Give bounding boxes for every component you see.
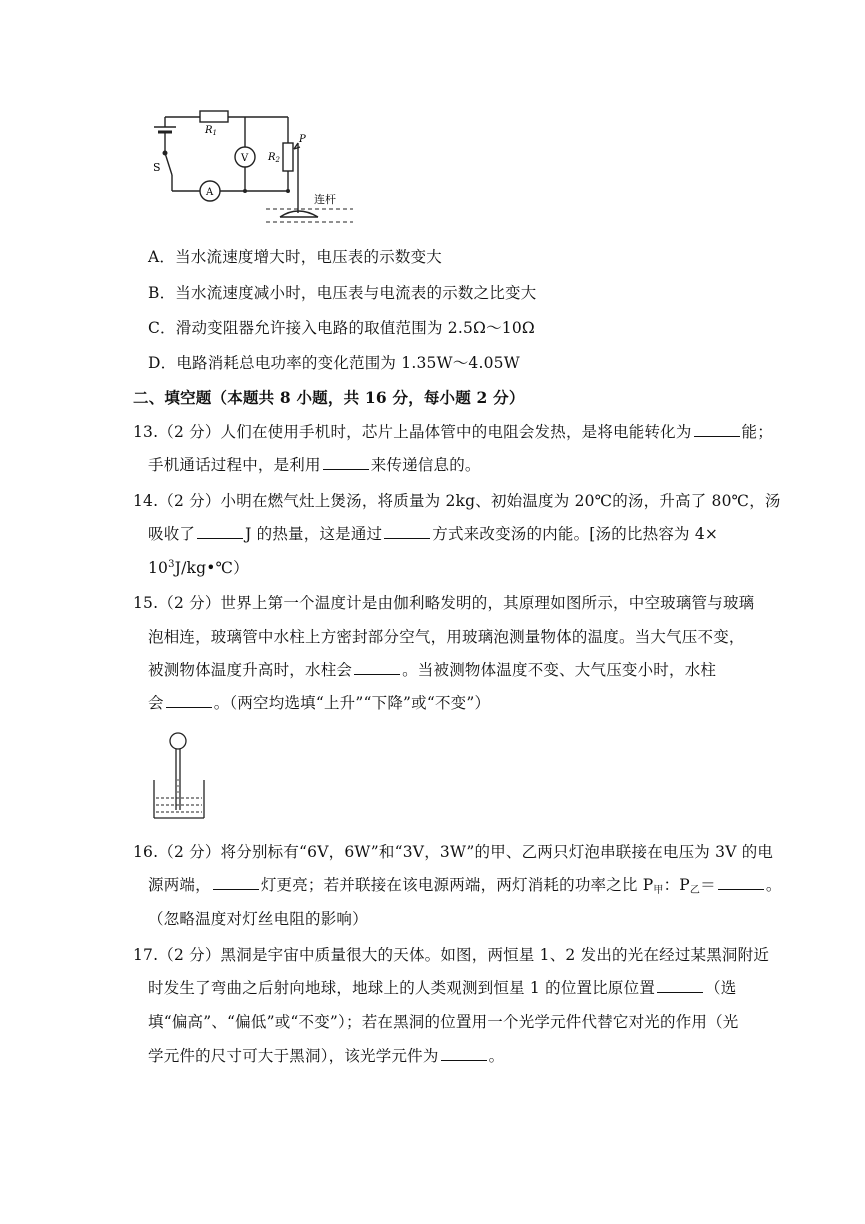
q16-text-5: 。: [765, 876, 782, 894]
q16-subscript-2: 乙: [689, 885, 701, 896]
q15-blank-1[interactable]: [354, 660, 400, 675]
q17-text-2: （选: [705, 979, 737, 997]
option-d: D．电路消耗总电功率的变化范围为 1.35W～4.05W: [148, 354, 520, 372]
q15-line4: [148, 692, 490, 714]
q14-line3: [148, 557, 249, 582]
q14-text-2: J 的热量，这是通过: [245, 525, 383, 543]
ammeter-label: A: [206, 187, 214, 198]
q17-text-4: 。: [488, 1047, 505, 1065]
r2-subscript: 2: [275, 156, 280, 164]
q14-line1: 14.（2 分）小明在燃气灶上煲汤，将质量为 2kg、初始温度为 20℃的汤，升高了 80℃，汤: [133, 492, 781, 510]
q13-line1: [133, 421, 773, 443]
q15-line2: 泡相连，玻璃管中水柱上方密封部分空气，用玻璃泡测量物体的温度。当大气压不变，: [148, 628, 745, 646]
q15-text-2: 。当被测物体温度不变、大气压变小时，水柱: [402, 661, 717, 679]
q16-line1: 16.（2 分）将分别标有“6V，6W”和“3V，3W”的甲、乙两只灯泡串联接在电压为 3V 的电: [133, 843, 774, 861]
q15-text-4: 。（两空均选填“上升”“下降”或“不变”）: [213, 694, 491, 712]
q14-blank-2[interactable]: [384, 524, 430, 539]
q13-text-1: 13.（2 分）人们在使用手机时，芯片上晶体管中的电阻会发热，是将电能转化为: [133, 423, 692, 441]
q14-text-3: 方式来改变汤的内能。[汤的比热容为 4×: [432, 525, 719, 543]
q15-line1: 15.（2 分）世界上第一个温度计是由伽利略发明的，其原理如图所示，中空玻璃管与玻璃: [133, 594, 755, 612]
q17-line3: 填“偏高”、“偏低”或“不变”）；若在黑洞的位置用一个光学元件代替它对光的作用（光: [148, 1013, 739, 1031]
circuit-diagram: [148, 105, 363, 235]
q17-blank-1[interactable]: [657, 978, 703, 993]
q17-text-3: 学元件的尺寸可大于黑洞），该光学元件为: [148, 1047, 439, 1065]
thermometer-diagram: [150, 730, 210, 822]
voltmeter-label: V: [241, 153, 249, 164]
q13-blank-2[interactable]: [323, 455, 369, 470]
q14-text-1: 吸收了: [148, 525, 196, 543]
q17-line2: [148, 977, 736, 999]
q17-line4: [148, 1045, 504, 1067]
q14-blank-1[interactable]: [197, 524, 243, 539]
q13-text-2: 能；: [741, 423, 773, 441]
switch-label: S: [153, 161, 161, 174]
q16-text-3: ：P: [663, 876, 690, 894]
q13-blank-1[interactable]: [694, 422, 740, 437]
q17-line1: 17.（2 分）黑洞是宇宙中质量很大的天体。如图，两恒星 1、2 发出的光在经过某黑洞附近: [133, 946, 770, 964]
p-label: P: [299, 134, 306, 145]
option-c: C．滑动变阻器允许接入电路的取值范围为 2.5Ω～10Ω: [148, 319, 535, 337]
q15-text-1: 被测物体温度升高时，水柱会: [148, 661, 353, 679]
q16-text-1: 源两端，: [148, 876, 211, 894]
svg-text:R2: [267, 152, 281, 164]
q14-superscript: 3: [168, 559, 175, 570]
q16-subscript-1: 甲: [653, 885, 664, 896]
q15-blank-2[interactable]: [166, 693, 212, 708]
option-b: B．当水流速度减小时，电压表与电流表的示数之比变大: [148, 284, 537, 302]
q14-text-4: 10: [148, 559, 169, 577]
q15-line3: [148, 659, 716, 681]
q14-text-5: J/kg•℃）: [174, 559, 249, 577]
q16-blank-2[interactable]: [718, 875, 764, 890]
q17-text-1: 时发生了弯曲之后射向地球，地球上的人类观测到恒星 1 的位置比原位置: [148, 979, 656, 997]
svg-text:R1: [204, 125, 217, 137]
q16-text-4: ＝: [700, 876, 716, 894]
q16-blank-1[interactable]: [213, 875, 259, 890]
q13-text-3: 手机通话过程中，是利用: [148, 456, 321, 474]
q16-line2: [148, 874, 782, 899]
option-a: A．当水流速度增大时，电压表的示数变大: [148, 248, 442, 266]
q16-text-2: 灯更亮；若并联接在该电源两端，两灯消耗的功率之比 P: [260, 876, 654, 894]
r2-label: R: [268, 152, 276, 163]
r1-label: R: [205, 125, 213, 136]
q14-line2: [148, 523, 718, 545]
section-title: 二、填空题（本题共 8 小题，共 16 分，每小题 2 分）: [133, 388, 525, 407]
q16-line3: （忽略温度对灯丝电阻的影响）: [148, 910, 368, 928]
q17-blank-2[interactable]: [441, 1046, 487, 1061]
link-rod-label: 连杆: [314, 193, 336, 206]
q13-line2: [148, 454, 481, 476]
q15-text-3: 会: [148, 694, 164, 712]
q13-text-4: 来传递信息的。: [370, 456, 481, 474]
r1-subscript: 1: [212, 129, 217, 137]
